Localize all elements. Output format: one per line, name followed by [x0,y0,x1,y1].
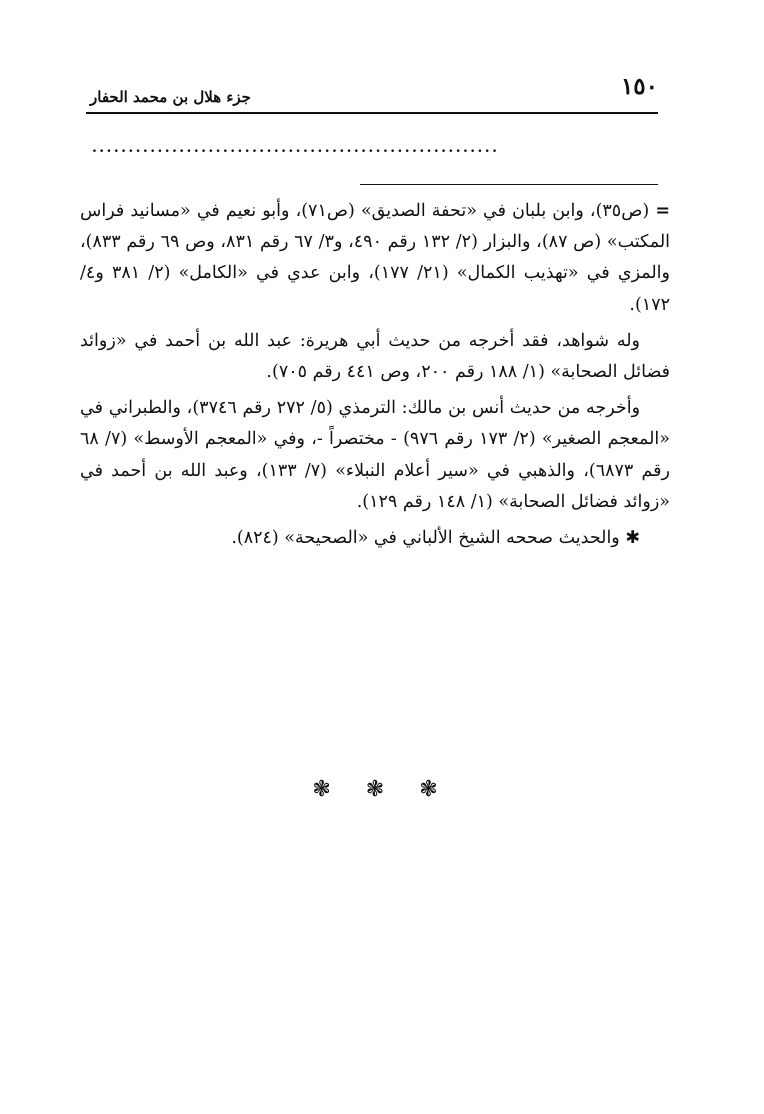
footnote-separator-rule [360,184,658,185]
footnote-paragraph-shawahid: وله شواهد، فقد أخرجه من حديث أبي هريرة: عبد الله بن أحمد في «زوائد فضائل الصحابة» (١/ ١٨٨ رقم ٢٠٠، وص ٤٤١ رقم ٧٠٥). [80,330,670,383]
footnote-continuation [80,196,670,321]
header-rule [86,112,658,114]
footnote-paragraph-albani: ✱ والحديث صححه الشيخ الألباني في «الصحيحة» (٨٢٤). [231,528,640,549]
continuation-mark: = [655,201,670,221]
footnotes-section [80,196,670,559]
footnote-continuation-text: (ص٣٥)، وابن بلبان في «تحفة الصديق» (ص٧١)، وأبو نعيم في «مسانيد فراس المكتب» (ص ٨٧)، والبزار (٢/ ١٣٢ رقم ٤٩٠، و٣/ ٦٧ رقم ٨٣١، وص ٦٩ رقم ٨٣٣)، والمزي في «تهذيب الكمال» (٢١/ ١٧٧)، وابن عدي في «الكامل» (٢/ ٣٨١ و٤/ ١٧٢). [80,201,671,315]
running-title: جزء هلال بن محمد الحفار [90,88,251,106]
dotted-divider: ........................................................ [92,140,500,156]
page-number: ١٥٠ [620,73,658,100]
section-end-ornament: ❃ ❃ ❃ [312,777,452,802]
footnote-paragraph-anas: وأخرجه من حديث أنس بن مالك: الترمذي (٥/ ٢٧٢ رقم ٣٧٤٦)، والطبراني في «المعجم الصغير» (٢/ ١٧٣ رقم ٩٧٦) - مختصراً -، وفي «المعجم الأوسط» (٧/ ٦٨ رقم ٦٨٧٣)، والذهبي في «سير أعلام النبلاء» (٧/ ١٣٣)، وعبد الله بن أحمد في «زوائد فضائل الصحابة» (١/ ١٤٨ رقم ١٢٩). [80,398,670,512]
